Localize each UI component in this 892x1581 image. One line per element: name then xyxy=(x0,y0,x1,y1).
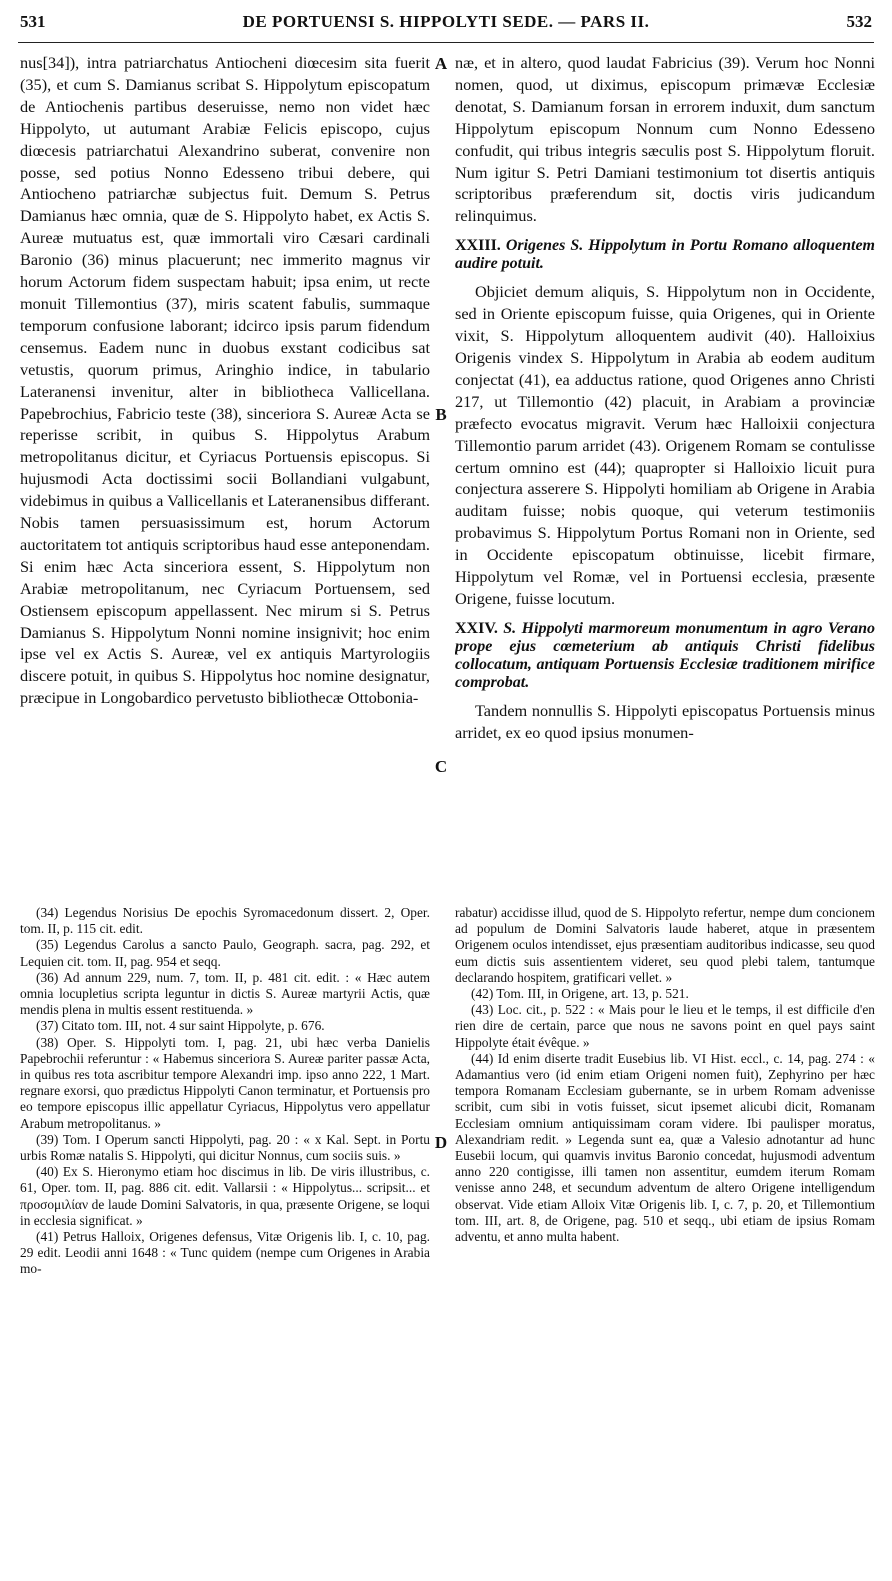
running-title: DE PORTUENSI S. HIPPOLYTI SEDE. — PARS II. xyxy=(242,12,650,31)
right-page-number: 532 xyxy=(846,12,872,31)
footnote: (39) Tom. I Operum sancti Hippolyti, pag. 20 : « x Kal. Sept. in Portu urbis Romæ natalis S. Hippolyti, qui dicitur Nonnus, cum sociis suis. » xyxy=(20,1131,430,1164)
footnote: (44) Id enim diserte tradit Eusebius lib. VI Hist. eccl., c. 14, pag. 274 : « Adamantius vero (id enim etiam Origeni nomen fuit), Zephyrino per hæc tempora Romanam Ecclesiam gubernante, se in urbem Romam advenisse scribit, cum sibi in votis fuisset, sicut ipsemet alicubi dicit, Romanam Ecclesiam omnium antiquissimam coram videre. Ibi paulisper moratus, Alexandriam redit. » Legenda sunt ea, quæ a Valesio adnotantur ad hunc Eusebii locum, qui quamvis invitus Baronio concedat, hujusmodi adventum anno 220 contigisse, illi tamen non assentitur, eumdem iterum Romam venisse anno 248, et secundum adventum de altero Origene intelligendum observat. Vide etiam Alloix Vitæ Origenis lib. I, c. 7, p. 20, et Tillemontium tom. III, art. 8, de Origene, pag. 510 et seqq., ubi etiam de ipsius Romam adventu, et anno multa habent. xyxy=(455,1050,875,1245)
marker-c: C xyxy=(434,757,448,776)
marker-d: D xyxy=(434,1133,448,1152)
footnote: (37) Citato tom. III, not. 4 sur saint Hippolyte, p. 676. xyxy=(36,1018,325,1034)
footnote: (41) Petrus Halloix, Origenes defensus, Vitæ Origenis lib. I, c. 10, pag. 29 edit. Leodii anni 1648 : « Tunc quidem (nempe cum Origenes in Arabia mo- xyxy=(20,1229,430,1277)
running-header xyxy=(18,2,874,43)
left-page-number: 531 xyxy=(20,12,46,31)
footnote: (35) Legendus Carolus a sancto Paulo, Geograph. sacra, pag. 292, et Lequien cit. tom. II, pag. 954 et seqq. xyxy=(20,937,430,969)
right-footnotes xyxy=(455,905,875,1565)
body-paragraph: Objiciet demum aliquis, S. Hippolytum non in Occidente, sed in Oriente episcopum fuisse, quia Origenes, qui in Oriente vixit, S. Hippolytum alloquentem audivit (40). Halloixius Origenis vindex S. Hippolytum in Arabia ab eodem auditum conjectat (41), ea adductus ratione, quod Origenes anno Christi 217, ut Tillemontio (42) placuit, in Arabiam a provinciæ præfecto evocatus migravit. Verum hæc Halloixii conjectura Tillemontio parum arridet (43). Origenem Romam se contulisse certum omnino est (44); quapropter si Halloixio licuit pura conjectura asserere S. Hippolyti homiliam ab Origene in Arabia auditam fuisse; nobis quoque, qui veterum testimoniis probavimus S. Hippolytum Portus Romani non in Oriente, sed in Occidente episcopatum obtinuisse, licebit firmare, Hippolytum vel Romæ, vel in Portuensi ecclesia, præsente Origene, fuisse locutum. xyxy=(455,282,875,608)
section-number: XXIV. xyxy=(455,619,498,637)
marker-b: B xyxy=(435,405,447,424)
section-title: S. Hippolyti marmoreum monumentum in agro Verano prope ejus cœmeterium ab antiquis Christi fidelibus collocatum, antiquam Portuensis Ecclesiæ traditionem mirifice comprobat. xyxy=(455,619,875,691)
left-footnotes xyxy=(20,905,430,1565)
section-number: XXIII. xyxy=(455,237,501,255)
body-paragraph: næ, et in altero, quod laudat Fabricius (39). Verum hoc Nonni nomen, quod, ut diximus, episcopum primævæ Ecclesiæ denotat, S. Damianum forsan in errorem induxit, dum sanctum Hippolytum episcopum Nonnum cum Nonno Edesseno confudit, qui tribus integris sæculis post S. Hippolytum floruit. Num igitur S. Petri Damiani testimonium tot disertis antiquis scriptoribus præferendum sit, doctis viris judicandum relinquimus. xyxy=(455,53,875,226)
section-heading-24 xyxy=(455,620,875,692)
right-text-column xyxy=(455,52,875,878)
section-title: Origenes S. Hippolytum in Portu Romano alloquentem audire potuit. xyxy=(455,237,875,273)
marker-a: A xyxy=(434,54,448,73)
footnote: (38) Oper. S. Hippolyti tom. I, pag. 21, ubi hæc verba Danielis Papebrochii referuntur : « Habemus sinceriora S. Aureæ pariter passæ Acta, in quibus res tota ascribitur tempore Alexandri imp. ipso anno 222, 1 Mart. regnare exorsi, quo prædictus Hippolyti Canon terminatur, et Portuensis pro eo tempore episcopus illic appellatur Cyriacus, Hippolytus vero appellatur Arabum metropolitanus. » xyxy=(20,1034,430,1131)
body-paragraph: Tandem nonnullis S. Hippolyti episcopatus Portuensis minus arridet, ex eo quod ipsius monumen- xyxy=(455,700,875,742)
footnote: (34) Legendus Norisius De epochis Syromacedonum dissert. 2, Oper. tom. II, p. 115 cit. edit. xyxy=(20,905,430,937)
body-paragraph: nus[34]), intra patriarchatus Antiocheni diœcesim sita fuerit (35), et cum S. Damianus scribat S. Hippolytum episcopatum de Antiochenis partibus deseruisse, nemo non videt hæc Hippolyto, ut autumant Arabiæ Felicis episcopo, cujus diœcesis patriarchatui Alexandrino suberat, convenire non posse, sed potius Nonno Edesseno tribui debere, qui Antiocheno patriarchæ subjectus fuit. Demum S. Petrus Damianus hæc omnia, quæ de S. Hippolyto habet, ex Actis S. Aureæ mutuatus est, quæ immortali viro Cæsari cardinali Baronio (36) minus placuerunt; nec immerito magnus vir horum Actorum fidem suspectam habuit; ipsa enim, ut recte monuit Tillemontius (37), miris scatent fabulis, summaque temporum confusione laborant; idcirco ipsis parum fidendum censemus. Eadem nunc in duobus exstant codicibus sat vetustis, quorum primus, Aringhio indice, in tabulario Lateranensi invenitur, alter in bibliotheca Vallicellana. Papebrochius, Fabricio teste (38), sinceriora S. Aureæ Acta se reperisse scribit, in quibus S. Hippolytus Arabum metropolitanus dicitur, et Cyriacus Portuensis episcopus. Si hujusmodi Acta doctissimi socii Bollandiani vulgabunt, videbimus in quibus a Vallicellanis et Lateranensibus differant. Nobis tamen persuasissimum est, horum Actorum auctoritatem tot antiquis scriptoribus haud esse anteponendam. Si enim hæc Acta sinceriora essent, S. Hippolytum non Arabiæ metropolitanum, nec Cyriacum Portuensem, sed Ostiensem episcopum appellassent. Nec mirum si S. Petrus Damianus S. Hippolytum Nonni nomine insignivit; hoc enim ipse vel ex Actis S. Aureæ, vel ex antiquis Martyrologiis discere potuit, in quibus S. Hippolytus hoc nomine designatur, præcipue in Longobardico pervetusto bibliothecæ Ottobonia- xyxy=(20,53,430,708)
footnote-continuation: rabatur) accidisse illud, quod de S. Hippolyto refertur, nempe dum concionem ad populum de Domini Salvatoris laude haberet, atque in præsentem Origenem oculos intendisset, ejus præsentiam auditoribus indicasse, seu quod eum dictis suis assentientem videret, seu quod plebi talem, tantumque declarando hospitem, gratificari vellet. » xyxy=(455,905,875,985)
footnote: (40) Ex S. Hieronymo etiam hoc discimus in lib. De viris illustribus, c. 61, Oper. tom. II, pag. 886 cit. edit. Vallarsii : « Hippolytus... scripsit... et προσομιλίαν de laude Domini Salvatoris, in qua, præsente Origene, se loqui in ecclesia significat. » xyxy=(20,1164,430,1228)
footnote: (36) Ad annum 229, num. 7, tom. II, p. 481 cit. edit. : « Hæc autem omnia locupletius scripta leguntur in dictis S. Aureæ martyrii Actis, quæ mendis plena in multis essent restituenda. » xyxy=(20,969,430,1018)
footnote: (43) Loc. cit., p. 522 : « Mais pour le lieu et le temps, il est difficile d'en rien dire de certain, parce que nous ne savons point en quel pays saint Hippolyte était évêque. » xyxy=(455,1002,875,1050)
left-text-column xyxy=(20,52,430,878)
footnote: (42) Tom. III, in Origene, art. 13, p. 521. xyxy=(471,986,689,1002)
section-heading-23 xyxy=(455,237,875,273)
